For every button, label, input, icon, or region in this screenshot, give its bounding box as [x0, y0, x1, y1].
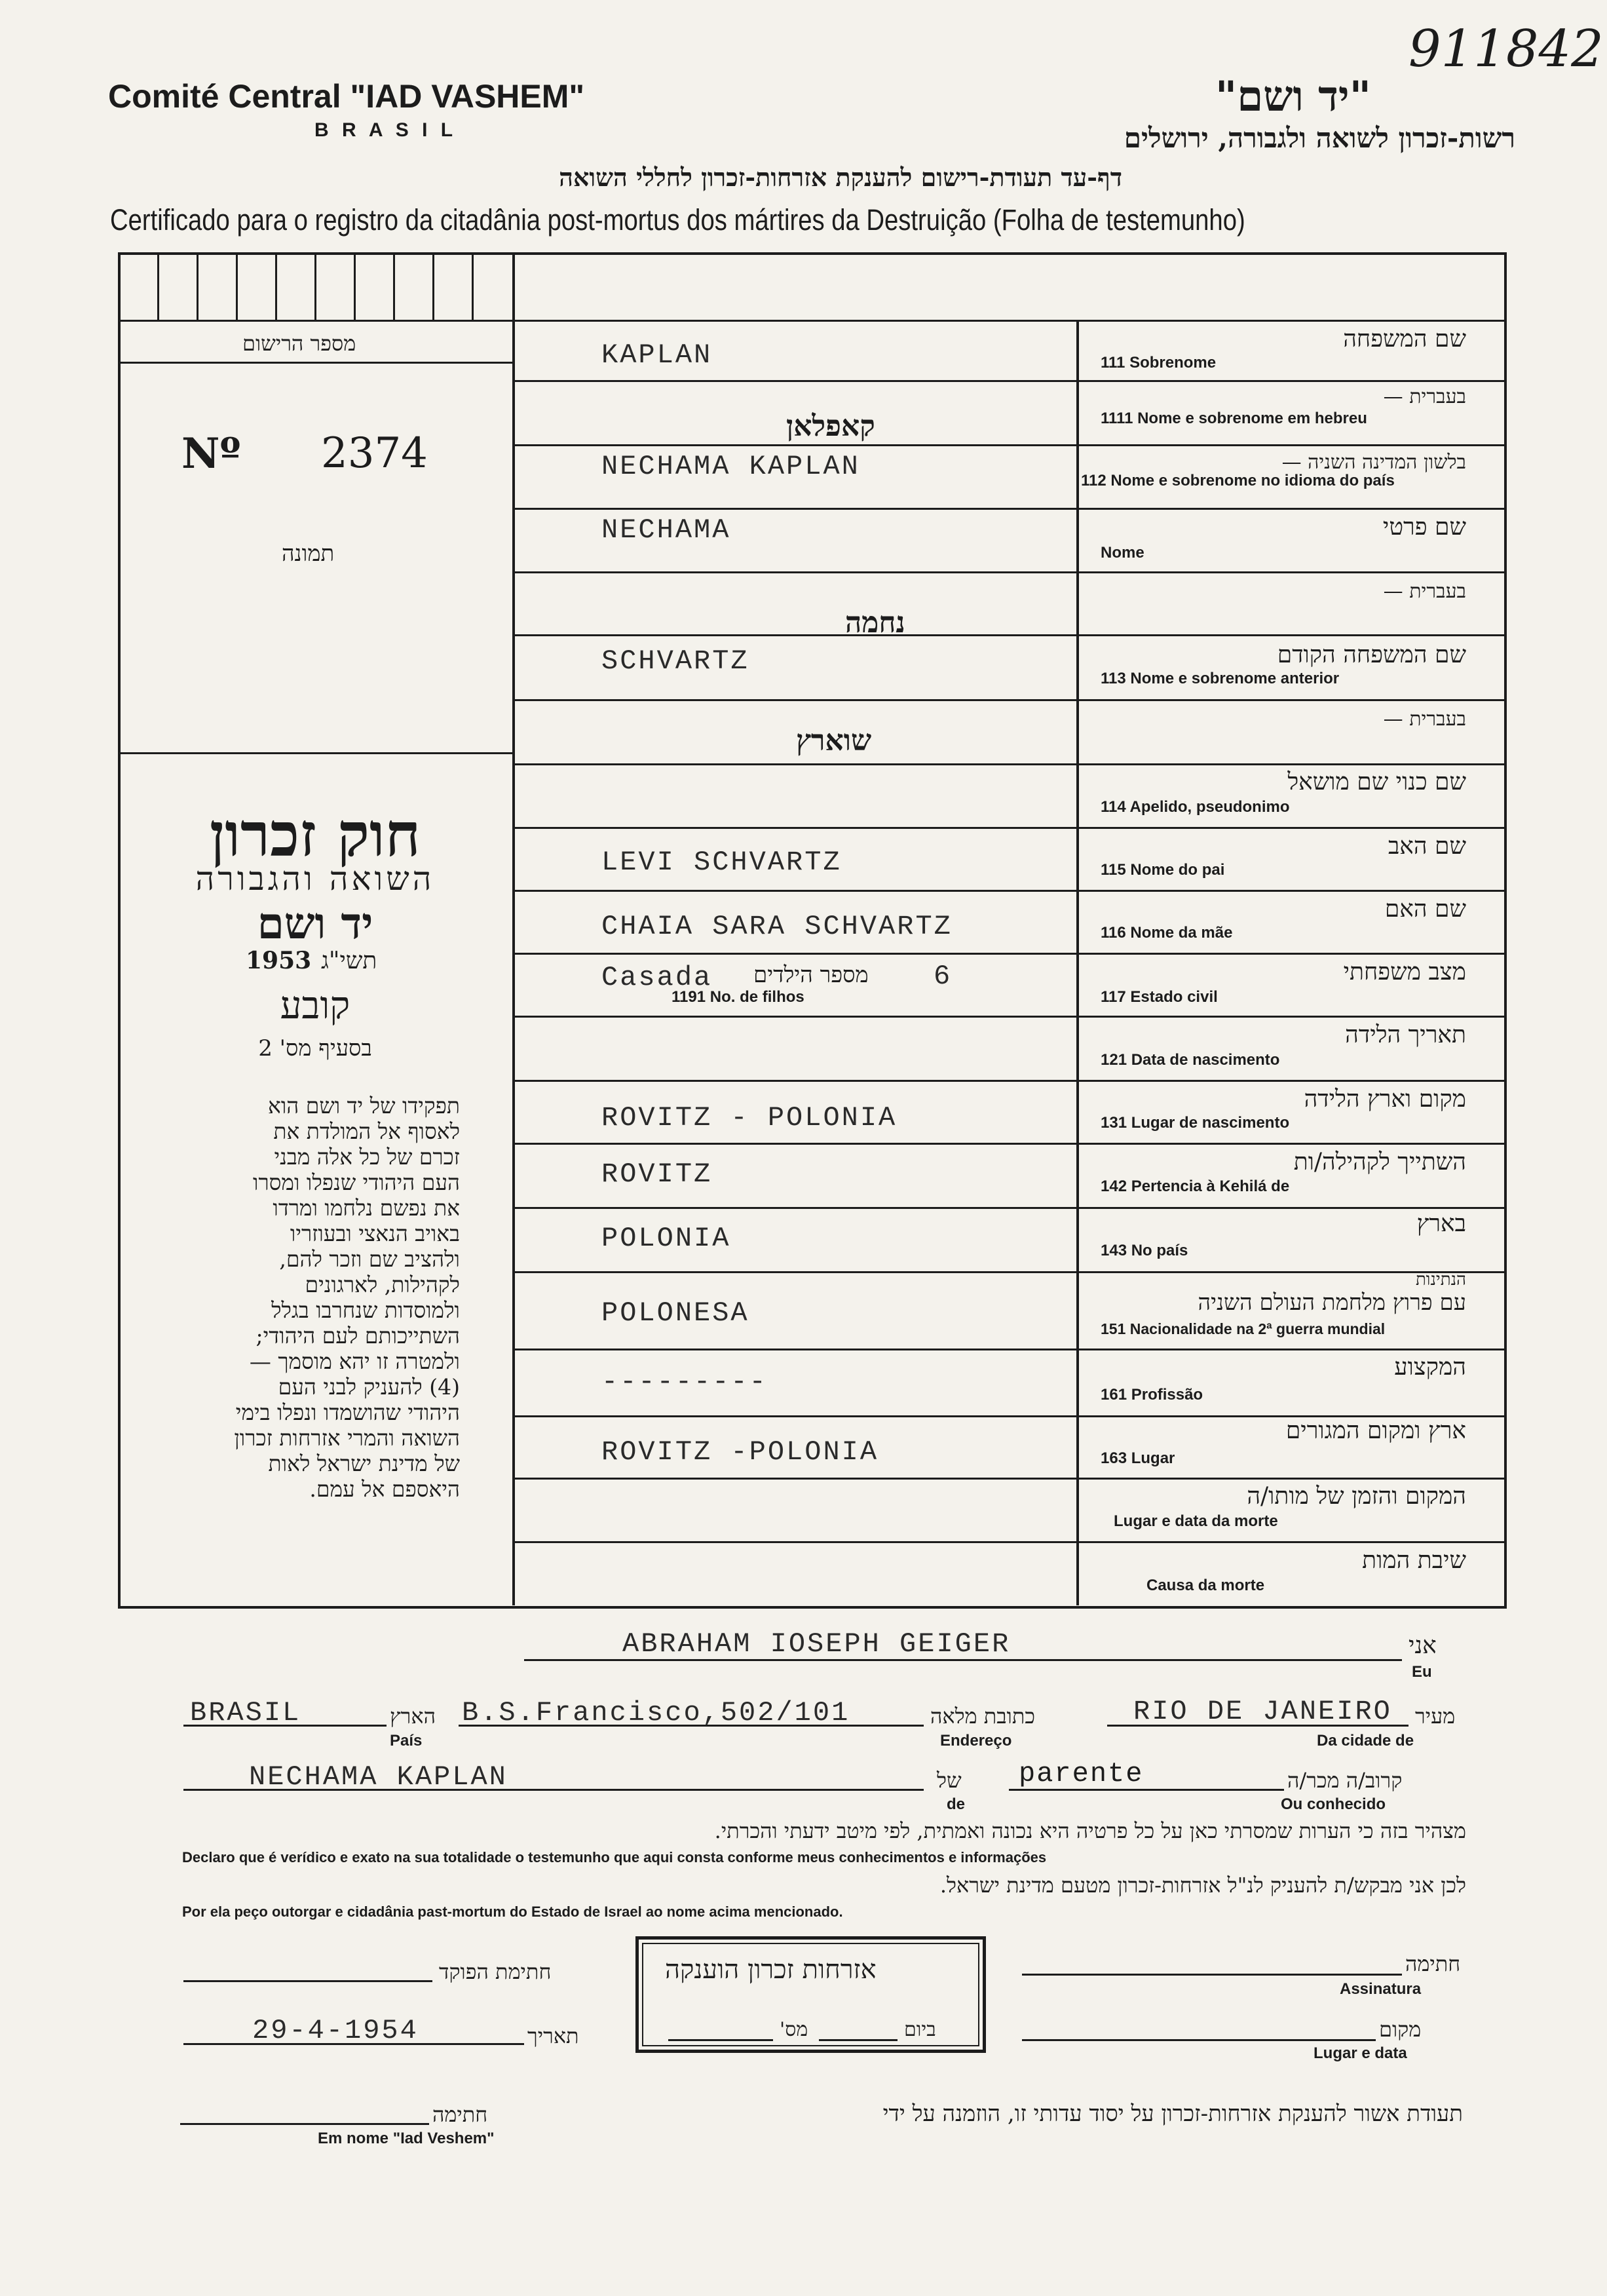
pt-title: Certificado para o registro da citadânia post-mortus dos mártires da Destruição (Folha de testemunho): [110, 203, 1245, 237]
law-line: את נפשם נלחמו ומרדו: [273, 1195, 460, 1221]
granted-day-heb: ביום: [904, 2018, 936, 2041]
law-line: תפקידו של יד ושם הוא: [268, 1093, 460, 1119]
field-nationality: POLONESA: [601, 1297, 749, 1329]
label-first-name: Nome: [1101, 544, 1144, 562]
law-line: ולמוסדות שנחרבו בגלל: [271, 1297, 460, 1323]
decl-of-pt: de: [947, 1795, 966, 1813]
label-num: 142: [1101, 1177, 1127, 1195]
label-surname: [1101, 354, 1216, 372]
label-num: 121: [1101, 1051, 1127, 1069]
label-death-cause-heb: שיבת המות: [1362, 1547, 1466, 1574]
label-birth-place: [1101, 1114, 1289, 1132]
heb-authority: רשות-זכרון לשואה ולגבורה, ירושלים: [1124, 122, 1515, 154]
label-country-language-heb: בלשון המדינה השניה —: [1281, 451, 1466, 474]
law-line: העם היהודי שנפלו ומסרו: [253, 1170, 460, 1195]
label-previous-surname-heb: שם המשפחה הקודם: [1277, 641, 1466, 668]
decl-address-heb: כתובת מלאה: [930, 1704, 1035, 1729]
label-num: 112: [1081, 472, 1106, 489]
label-father: [1101, 861, 1224, 879]
label-previous-surname: [1101, 670, 1339, 688]
decl-city: RIO DE JANEIRO: [1133, 1696, 1392, 1727]
label-pt: Profissão: [1131, 1386, 1203, 1404]
date-heb: תאריך: [527, 2023, 579, 2048]
decl-pt-request: Por ela peço outorgar e cidadânia past-mortum do Estado de Israel ao nome acima mencionado.: [182, 1904, 843, 1920]
decl-country-heb: הארץ: [390, 1704, 436, 1729]
law-line: ולהציב שם וזכר להם,: [279, 1246, 460, 1272]
label-death-place-heb: המקום והזמן של מותו/ה: [1247, 1483, 1466, 1510]
label-num: 117: [1101, 988, 1126, 1006]
label-death-place: Lugar e data da morte: [1114, 1512, 1278, 1530]
label-pt: Estado civil: [1130, 988, 1218, 1006]
label-num: 163: [1101, 1449, 1127, 1467]
label-num: 1111: [1101, 410, 1133, 427]
label-pt: Nome da mãe: [1130, 924, 1233, 942]
label-father-heb: שם האב: [1388, 833, 1466, 860]
label-pt: Lugar de nascimento: [1131, 1114, 1290, 1132]
label-residence: [1101, 1449, 1175, 1468]
org-country: B R A S I L: [314, 119, 457, 141]
bottom-heb: תעודת אשור להענקת אזרחות-זכרון על יסוד עדותי זו, הוזמנה על ידי: [882, 2101, 1463, 2127]
field-residence: ROVITZ -POLONIA: [601, 1436, 879, 1468]
field-previous-surname: SCHVARTZ: [601, 645, 749, 677]
handwritten-number: 911842: [1408, 20, 1604, 79]
law-year: 1953: [246, 947, 312, 974]
field-kehila: ROVITZ: [601, 1158, 713, 1190]
official-stamp-line: [183, 1980, 432, 1982]
children-label: מספר הילדים: [753, 962, 869, 988]
label-num: 131: [1101, 1114, 1127, 1132]
label-pt: Lugar: [1131, 1449, 1175, 1467]
law-line: זכרם של כל אלה מבני: [274, 1144, 460, 1170]
law-line: לקהילות, לארגונים: [305, 1272, 460, 1297]
label-pt: No país: [1131, 1242, 1188, 1259]
place-pt: Lugar e data: [1314, 2044, 1407, 2062]
photo-label: תמונה: [282, 541, 335, 567]
official-stamp-heb: חתימת הפוקד: [439, 1959, 552, 1984]
decl-pt-statement: Declaro que é verídico e exato na sua totalidade o testemunho que aqui consta conforme meus conhecimentos e informações: [182, 1849, 1047, 1866]
decl-relation: parente: [1019, 1758, 1144, 1789]
law-clause: בסעיף מס' 2: [258, 1035, 372, 1062]
law-title: חוק זכרון: [209, 799, 421, 870]
decl-relation-pt: Ou conhecido: [1281, 1795, 1386, 1813]
label-kehila-heb: השתייך לקהילה/ות: [1293, 1149, 1466, 1176]
label-first-name-hebrew-heb: בעברית —: [1383, 580, 1466, 603]
label-previous-surname-hebrew-heb: בעברית —: [1383, 708, 1466, 731]
reg-prefix: Nº: [181, 429, 241, 478]
declarant-heb: אני: [1408, 1632, 1437, 1659]
label-country-language: [1081, 472, 1395, 490]
label-pt: Nome do pai: [1130, 861, 1225, 879]
label-nickname: [1101, 798, 1290, 816]
label-surname-heb: שם המשפחה: [1343, 326, 1466, 353]
label-country: [1101, 1242, 1188, 1260]
decl-city-pt: Da cidade de: [1317, 1732, 1414, 1750]
field-profession: ---------: [601, 1366, 768, 1398]
granted-no-heb: מס': [780, 2018, 808, 2041]
label-num: 151: [1101, 1320, 1126, 1337]
field-country: POLONIA: [601, 1223, 731, 1254]
label-pt: Nome e sobrenome em hebreu: [1137, 410, 1367, 427]
field-mother-name: CHAIA SARA SCHVARTZ: [601, 911, 953, 942]
field-civil-status: Casada: [601, 962, 713, 993]
label-num: 111: [1101, 354, 1125, 372]
decl-address: B.S.Francisco,502/101: [462, 1697, 850, 1729]
decl-city-heb: מעיר: [1415, 1704, 1456, 1729]
label-profession-heb: המקצוע: [1394, 1354, 1466, 1381]
field-previous-surname-hebrew: שוארץ: [796, 724, 872, 757]
decl-victim: NECHAMA KAPLAN: [249, 1761, 508, 1793]
label-num: 113: [1101, 670, 1126, 687]
label-pt: Sobrenome: [1129, 354, 1217, 372]
declarant-name: ABRAHAM IOSEPH GEIGER: [622, 1628, 1011, 1660]
label-num: 115: [1101, 861, 1126, 879]
label-pt: Pertencia à Kehilá de: [1131, 1177, 1290, 1195]
iad-sign-heb: חתימה: [432, 2102, 488, 2127]
label-mother-heb: שם האם: [1384, 896, 1466, 923]
label-surname-hebrew: [1101, 410, 1367, 428]
field-birth-place: ROVITZ - POLONIA: [601, 1102, 898, 1134]
heb-subtitle: דף-עד תעודת-רישום להענקת אזרחות-זכרון לחללי השואה: [559, 163, 1122, 192]
signature-line: [1022, 1974, 1402, 1976]
law-line: לאסוף אל המולדת את: [273, 1119, 460, 1144]
law-line: השתייכותם לעם היהודי;: [255, 1323, 460, 1349]
label-nationality-top-heb: הנתינות: [1415, 1270, 1466, 1290]
law-line: השואה והמרי אזרחות זכרון: [234, 1425, 460, 1451]
label-num: 161: [1101, 1386, 1127, 1404]
date-value: 29-4-1954: [252, 2015, 419, 2046]
label-kehila: [1101, 1177, 1289, 1196]
label-num: 114: [1101, 798, 1126, 816]
label-residence-heb: ארץ ומקום המגורים: [1285, 1417, 1466, 1444]
signature-pt: Assinatura: [1340, 1980, 1422, 1998]
law-line: של מדינת ישראל לאות: [268, 1451, 460, 1476]
reg-label: מספר הרישום: [242, 331, 356, 356]
law-line: היאספם אל עמם.: [309, 1476, 460, 1502]
label-birth-date: [1101, 1051, 1279, 1069]
field-surname: KAPLAN: [601, 339, 713, 371]
decl-relation-heb: קרוב/ה מכר/ה: [1287, 1768, 1403, 1793]
field-surname-hebrew: קאפלאן: [786, 410, 875, 443]
place-heb: מקום: [1379, 2017, 1422, 2042]
decl-of-heb: של: [937, 1768, 962, 1793]
signature-heb: חתימה: [1405, 1951, 1461, 1976]
label-pt: Apelido, pseudonimo: [1129, 798, 1290, 816]
label-civil-status-heb: מצב משפחתי: [1343, 959, 1466, 985]
decl-heb-request: לכן אני מבקש/ת להעניק לנ"ל אזרחות-זכרון מטעם מדינת ישראל.: [939, 1873, 1466, 1898]
label-pt: Data de nascimento: [1131, 1051, 1280, 1069]
law-line: (4) להעניק לבני העם: [278, 1374, 460, 1400]
label-num: 143: [1101, 1242, 1127, 1259]
granted-title: אזרחות זכרון הוענקה: [665, 1955, 877, 1985]
decl-country-pt: País: [390, 1732, 423, 1750]
label-nationality-heb: עם פרוץ מלחמת העולם השניה: [1198, 1290, 1466, 1316]
label-first-name-heb: שם פרטי: [1382, 514, 1466, 541]
label-nationality: [1101, 1320, 1385, 1338]
children-count: 6: [934, 961, 953, 992]
label-country-heb: בארץ: [1416, 1210, 1466, 1237]
decl-country: BRASIL: [190, 1697, 301, 1729]
law-line: באויב הנאצי ובעוזריו: [290, 1221, 460, 1246]
label-surname-hebrew-heb: בעברית —: [1383, 385, 1466, 408]
field-first-name-hebrew: נחמה: [845, 606, 905, 640]
field-first-name: NECHAMA: [601, 514, 731, 546]
children-pt: 1191 No. de filhos: [671, 988, 804, 1006]
reg-number: 2374: [321, 429, 428, 478]
heb-title: "יד ושם": [1215, 72, 1371, 121]
label-profession: [1101, 1386, 1203, 1404]
iad-sign-line: [180, 2123, 429, 2125]
law-text: [172, 1093, 460, 1502]
declarant-pt: Eu: [1412, 1663, 1432, 1681]
label-death-cause: Causa da morte: [1146, 1577, 1265, 1594]
granted-day-line: [819, 2039, 898, 2041]
field-father-name: LEVI SCHVARTZ: [601, 847, 842, 878]
granted-no-line: [668, 2039, 773, 2041]
label-mother: [1101, 924, 1232, 942]
law-fixed: קובע: [280, 983, 350, 1027]
label-civil-status: [1101, 988, 1218, 1006]
label-pt: Nome e sobrenome no idioma do país: [1110, 472, 1395, 489]
label-birth-place-heb: מקום וארץ הלידה: [1304, 1086, 1466, 1113]
law-line: ולמטרה זו יהא מוסמך —: [249, 1349, 460, 1374]
law-name: יד ושם: [257, 898, 373, 949]
field-name-country-language: NECHAMA KAPLAN: [601, 451, 860, 482]
label-pt: Nome e sobrenome anterior: [1130, 670, 1340, 687]
org-name: Comité Central "IAD VASHEM": [108, 78, 585, 115]
label-birth-date-heb: תאריך הלידה: [1345, 1022, 1466, 1048]
iad-sign-pt: Em nome "Iad Veshem": [318, 2130, 495, 2147]
law-line: היהודי שהושמדו ונפלו בימי: [235, 1400, 460, 1425]
law-year-heb: תשי"ג: [321, 947, 377, 974]
decl-heb-statement: מצהיר בזה כי הערות שמסרתי כאן על כל פרטיה היא נכונה ואמתית, לפי מיטב ידעתי והכרתי.: [714, 1818, 1466, 1843]
label-pt: Nacionalidade na 2ª guerra mundial: [1129, 1320, 1386, 1337]
label-nickname-heb: שם כנוי שם מושאל: [1287, 769, 1466, 795]
place-line: [1022, 2039, 1376, 2041]
label-num: 116: [1101, 924, 1126, 942]
decl-address-pt: Endereço: [940, 1732, 1012, 1750]
law-subtitle: השואה והגבורה: [195, 860, 435, 898]
